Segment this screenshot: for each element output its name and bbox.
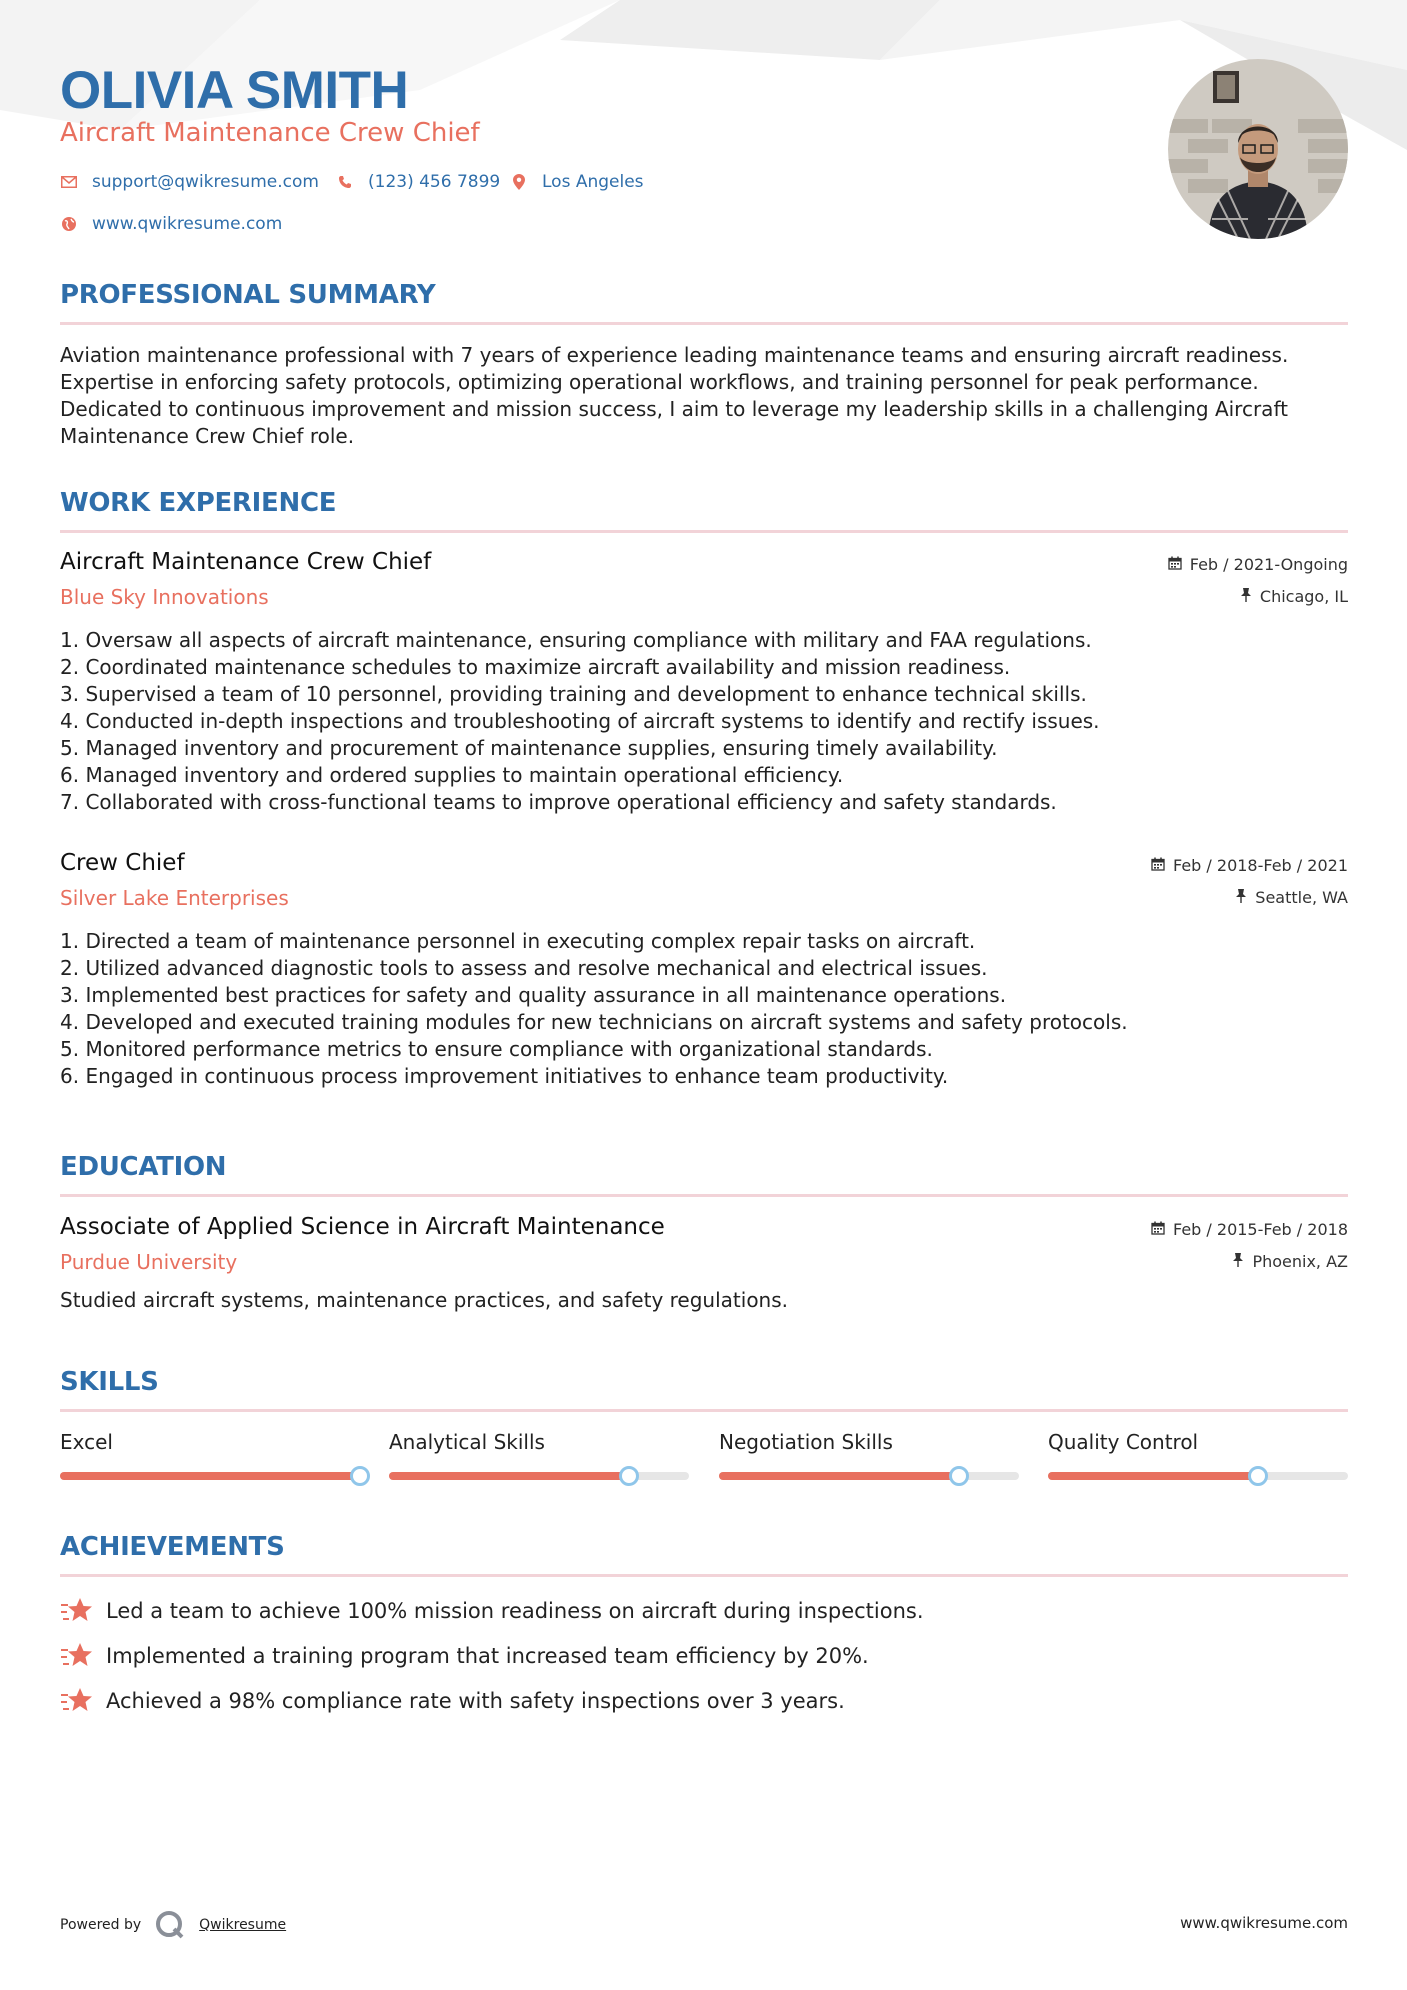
skills-heading: SKILLS	[60, 1367, 159, 1397]
phone-text[interactable]: (123) 456 7899	[368, 172, 501, 192]
skill-bar	[719, 1472, 1019, 1480]
list-item: 6. Engaged in continuous process improvement initiatives to enhance team productivity.	[60, 1064, 949, 1088]
skill-name: Analytical Skills	[389, 1430, 545, 1454]
list-item: 4. Developed and executed training modules for new technicians on aircraft systems and safety protocols.	[60, 1010, 1128, 1034]
contact-location	[510, 172, 644, 192]
star-icon	[60, 1596, 94, 1626]
list-item: 5. Managed inventory and procurement of maintenance supplies, ensuring timely availability.	[60, 736, 998, 760]
pushpin-icon	[1235, 888, 1247, 907]
location-text: Los Angeles	[542, 172, 644, 192]
education-date	[1151, 1220, 1348, 1239]
list-item: 2. Coordinated maintenance schedules to maximize aircraft availability and mission readiness.	[60, 655, 1011, 679]
skill-bar-knob	[949, 1466, 969, 1486]
brand-link[interactable]: Qwikresume	[199, 1917, 287, 1933]
calendar-icon	[1151, 856, 1165, 875]
email-text[interactable]: support@qwikresume.com	[92, 172, 319, 192]
list-item: 6. Managed inventory and ordered supplies to maintain operational efficiency.	[60, 763, 844, 787]
contact-phone[interactable]	[336, 172, 500, 192]
profile-photo	[1168, 59, 1348, 239]
contact-email[interactable]	[60, 172, 319, 192]
education-heading: EDUCATION	[60, 1152, 227, 1182]
list-item: 3. Implemented best practices for safety and quality assurance in all maintenance operations.	[60, 983, 1007, 1007]
skill-item	[60, 1430, 360, 1454]
calendar-icon	[1168, 555, 1182, 574]
skill-item	[1048, 1430, 1348, 1454]
education-section	[60, 1152, 1348, 1197]
job-location-text: Chicago, IL	[1259, 587, 1348, 606]
skill-bar-fill	[389, 1472, 629, 1480]
powered-by	[60, 1910, 286, 1940]
website-text[interactable]: www.qwikresume.com	[92, 214, 283, 234]
education-location-text: Phoenix, AZ	[1252, 1252, 1348, 1271]
list-item: 3. Supervised a team of 10 personnel, providing training and development to enhance technical skills.	[60, 682, 1087, 706]
job-bullets	[60, 627, 1348, 816]
map-pin-icon	[510, 173, 528, 191]
skill-name: Negotiation Skills	[719, 1430, 893, 1454]
candidate-title: Aircraft Maintenance Crew Chief	[60, 118, 480, 148]
achievement-text: Achieved a 98% compliance rate with safety inspections over 3 years.	[106, 1688, 845, 1713]
job-date-text: Feb / 2018-Feb / 2021	[1173, 856, 1348, 875]
pushpin-icon	[1240, 587, 1252, 606]
skill-bar-knob	[619, 1466, 639, 1486]
skill-item	[389, 1430, 689, 1454]
skill-bar	[60, 1472, 360, 1480]
footer	[60, 1900, 1348, 1940]
list-item: 2. Utilized advanced diagnostic tools to assess and resolve mechanical and electrical issues.	[60, 956, 988, 980]
school-name: Purdue University	[60, 1250, 238, 1274]
list-item: 7. Collaborated with cross-functional teams to improve operational efficiency and safety standards.	[60, 790, 1057, 814]
job-location-text: Seattle, WA	[1255, 888, 1348, 907]
education-date-text: Feb / 2015-Feb / 2018	[1173, 1220, 1348, 1239]
section-divider	[60, 530, 1348, 533]
job-date-text: Feb / 2021-Ongoing	[1189, 555, 1348, 574]
qwikresume-logo-icon	[155, 1910, 185, 1940]
achievements-section	[60, 1532, 1348, 1577]
list-item	[60, 1678, 1348, 1723]
skill-bar-fill	[60, 1472, 360, 1480]
achievements-heading: ACHIEVEMENTS	[60, 1532, 285, 1562]
experience-section	[60, 488, 1348, 533]
list-item	[60, 1633, 1348, 1678]
list-item	[60, 1588, 1348, 1633]
calendar-icon	[1151, 1220, 1165, 1239]
skill-bar	[1048, 1472, 1348, 1480]
job-company: Silver Lake Enterprises	[60, 886, 289, 910]
skill-bar-fill	[719, 1472, 959, 1480]
summary-text: Aviation maintenance professional with 7 years of experience leading maintenance teams and ensuring aircraft readiness. Expertise in enforcing safety protocols, optimizing operational workflows, and training personnel for peak performance. Dedicated to continuous improvement and mission success, I aim to leverage my leadership skills in a challenging Aircraft Maintenance Crew Chief role.	[60, 343, 1289, 448]
list-item: 1. Directed a team of maintenance personnel in executing complex repair tasks on aircraft.	[60, 929, 976, 953]
job-bullets	[60, 928, 1348, 1090]
section-divider	[60, 1409, 1348, 1412]
job-title: Aircraft Maintenance Crew Chief	[60, 549, 432, 575]
skill-item	[719, 1430, 1019, 1454]
star-icon	[60, 1641, 94, 1671]
powered-by-label: Powered by	[60, 1917, 142, 1933]
job-location	[1235, 888, 1348, 907]
section-divider	[60, 1194, 1348, 1197]
job-company: Blue Sky Innovations	[60, 585, 269, 609]
list-item: 5. Monitored performance metrics to ensure compliance with organizational standards.	[60, 1037, 933, 1061]
achievements-list	[60, 1588, 1348, 1723]
job-date	[1168, 555, 1348, 574]
list-item: 1. Oversaw all aspects of aircraft maintenance, ensuring compliance with military and FAA regulations.	[60, 628, 1092, 652]
skill-bar-knob	[1248, 1466, 1268, 1486]
achievement-text: Led a team to achieve 100% mission readiness on aircraft during inspections.	[106, 1598, 924, 1623]
skill-bar	[389, 1472, 689, 1480]
job-date	[1151, 856, 1348, 875]
job-location	[1240, 587, 1348, 606]
star-icon	[60, 1686, 94, 1716]
section-divider	[60, 322, 1348, 325]
skill-name: Quality Control	[1048, 1430, 1199, 1454]
achievement-text: Implemented a training program that increased team efficiency by 20%.	[106, 1643, 869, 1668]
list-item: 4. Conducted in-depth inspections and troubleshooting of aircraft systems to identify and rectify issues.	[60, 709, 1100, 733]
footer-url[interactable]: www.qwikresume.com	[1180, 1914, 1348, 1932]
skill-bar-fill	[1048, 1472, 1258, 1480]
pushpin-icon	[1232, 1252, 1244, 1271]
skills-section	[60, 1367, 1348, 1412]
globe-icon	[60, 215, 78, 233]
job-title: Crew Chief	[60, 850, 185, 876]
education-location	[1232, 1252, 1348, 1271]
skill-name: Excel	[60, 1430, 113, 1454]
phone-icon	[336, 173, 354, 191]
degree-title: Associate of Applied Science in Aircraft Maintenance	[60, 1214, 665, 1240]
envelope-icon	[60, 173, 78, 191]
summary-heading: PROFESSIONAL SUMMARY	[60, 280, 436, 310]
section-divider	[60, 1574, 1348, 1577]
education-description: Studied aircraft systems, maintenance practices, and safety regulations.	[60, 1288, 789, 1312]
summary-section	[60, 280, 1348, 325]
candidate-name: OLIVIA SMITH	[60, 61, 409, 120]
skill-bar-knob	[350, 1466, 370, 1486]
contact-website[interactable]	[60, 214, 282, 234]
experience-heading: WORK EXPERIENCE	[60, 488, 337, 518]
